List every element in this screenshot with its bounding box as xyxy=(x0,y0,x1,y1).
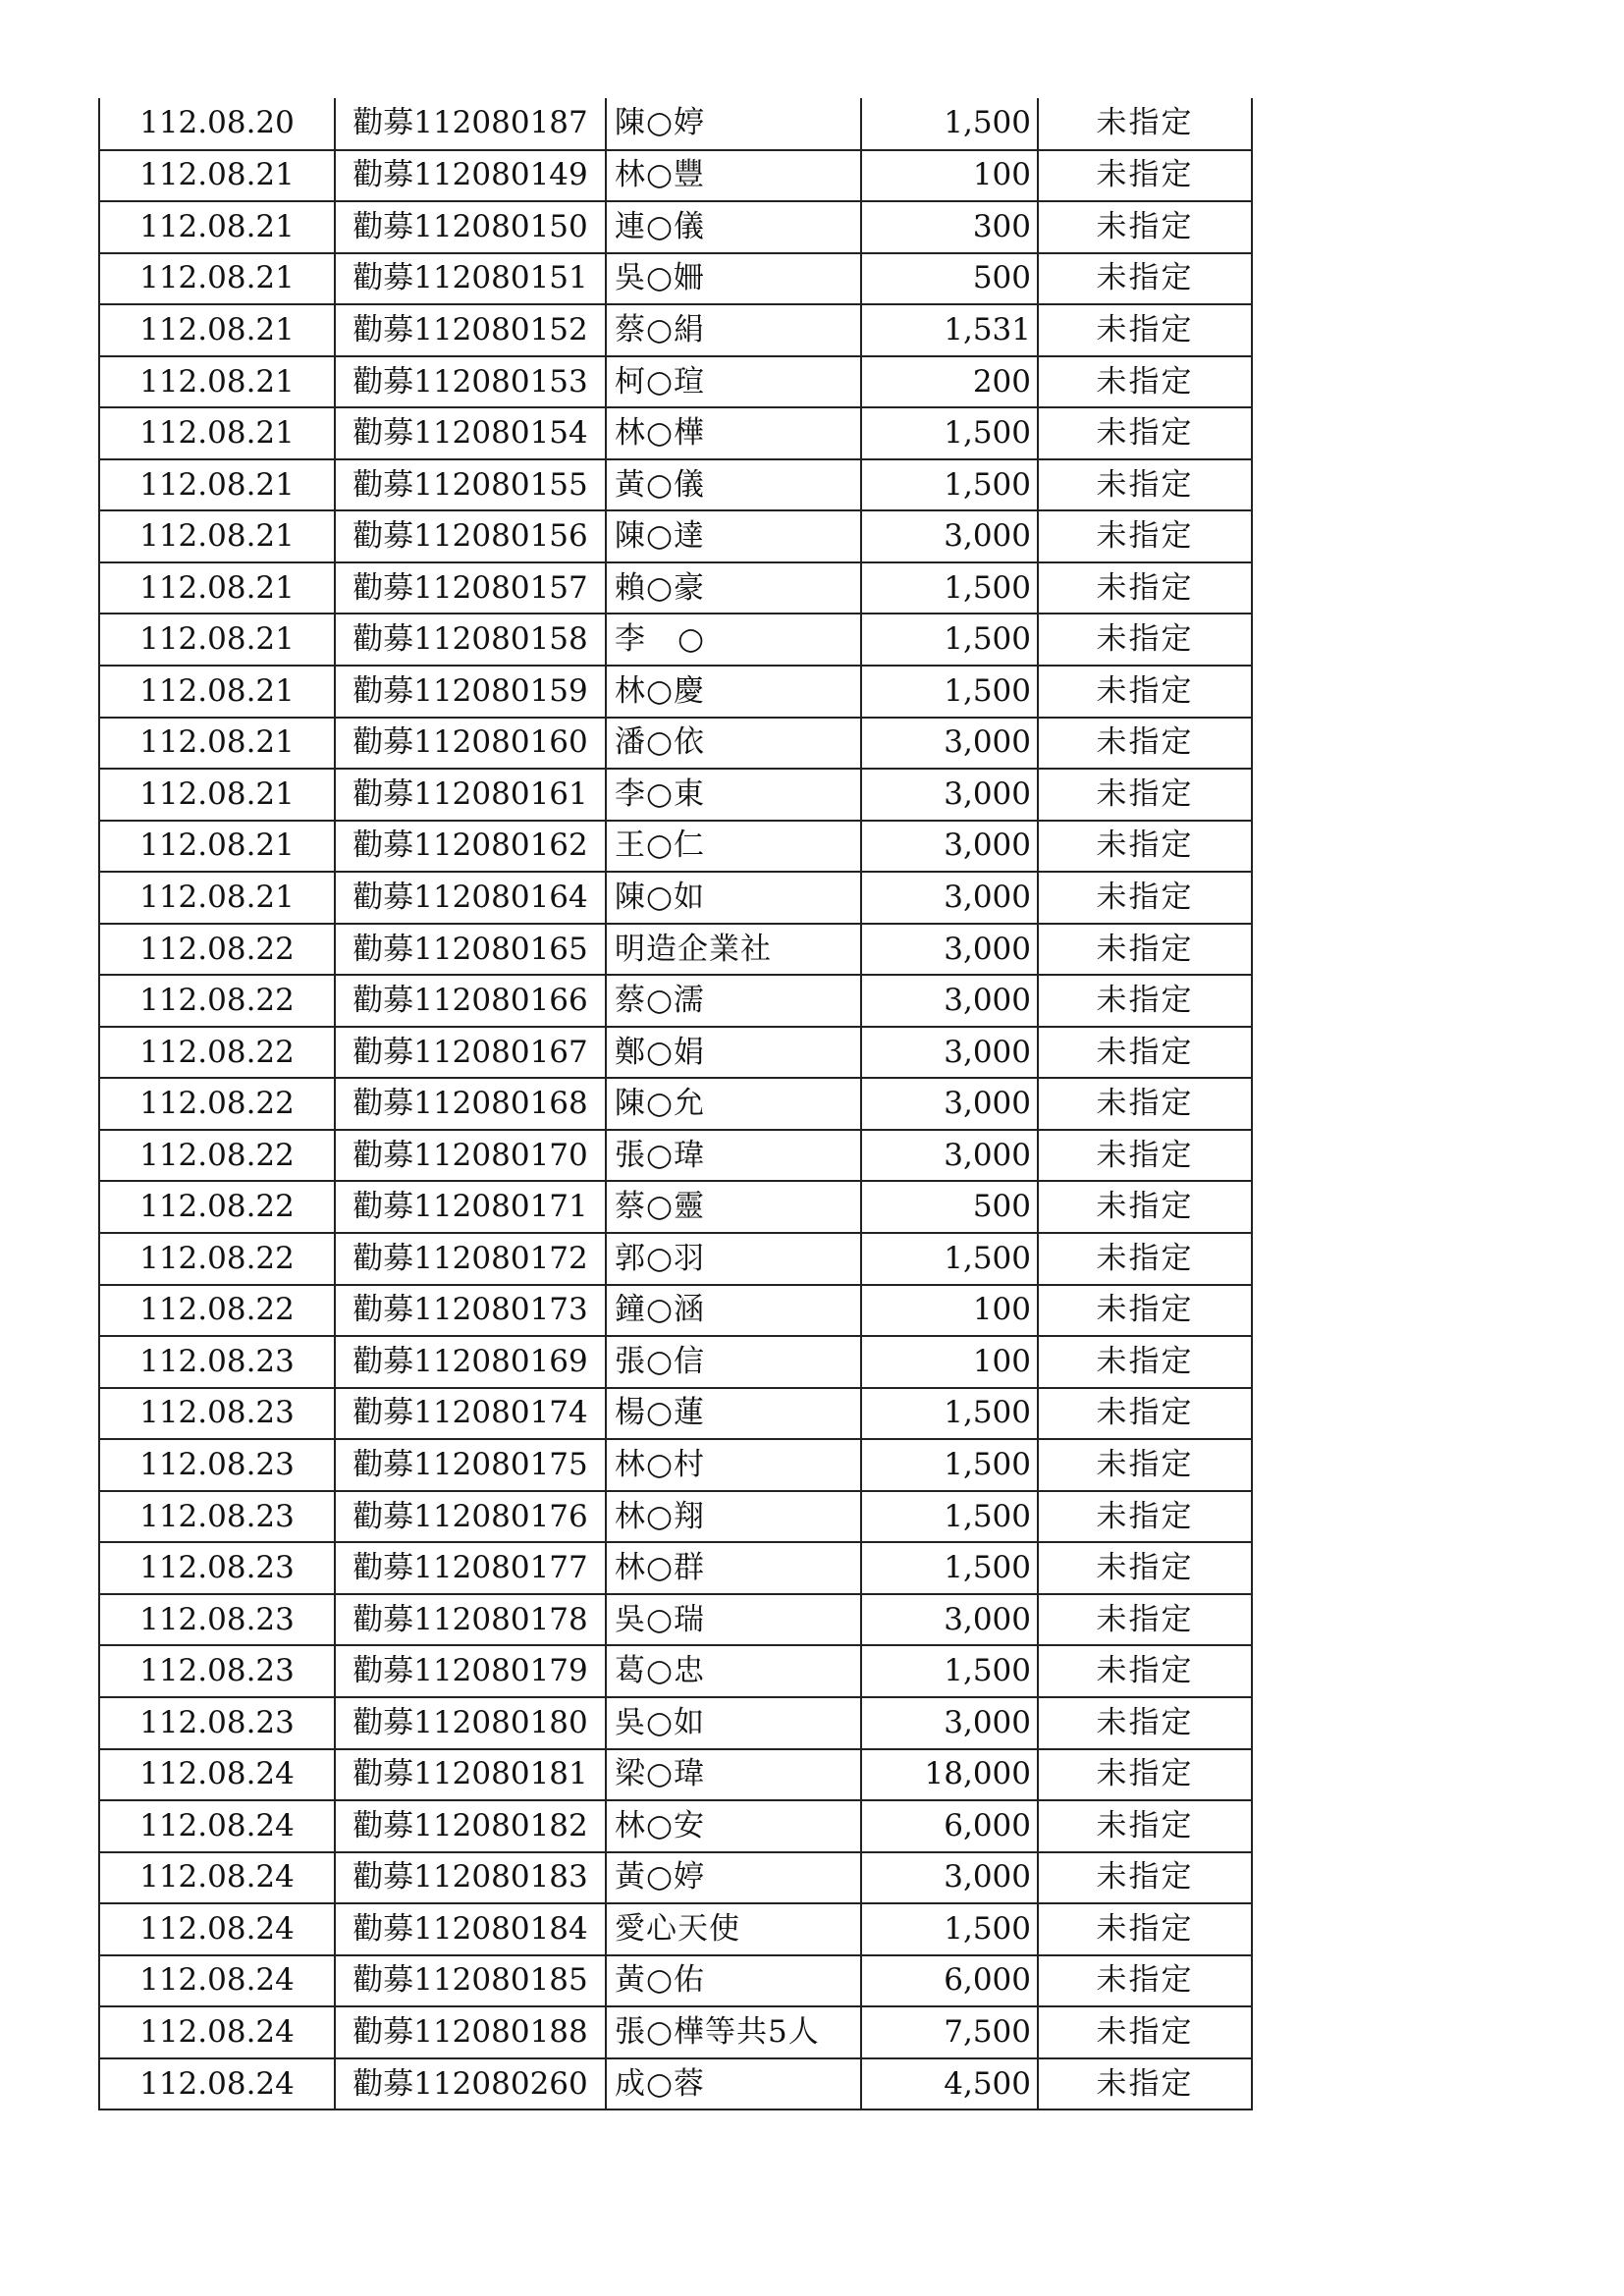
donation-date-cell: 112.08.21 xyxy=(99,614,335,666)
receipt-number-cell: 勸募112080180 xyxy=(335,1697,606,1749)
designation-cell: 未指定 xyxy=(1038,98,1252,150)
designation-cell: 未指定 xyxy=(1038,150,1252,202)
donation-amount-cell: 3,000 xyxy=(861,1852,1038,1904)
table-row xyxy=(99,1903,1252,1955)
table-row xyxy=(99,253,1252,305)
donation-amount-cell: 100 xyxy=(861,150,1038,202)
donation-amount-cell: 200 xyxy=(861,356,1038,408)
donation-amount-cell: 1,500 xyxy=(861,1491,1038,1543)
donation-amount-cell: 6,000 xyxy=(861,1800,1038,1852)
receipt-number-cell: 勸募112080178 xyxy=(335,1594,606,1646)
donation-date-cell: 112.08.21 xyxy=(99,150,335,202)
donation-amount-cell: 300 xyxy=(861,201,1038,253)
donation-amount-cell: 1,500 xyxy=(861,98,1038,150)
donation-amount-cell: 3,000 xyxy=(861,975,1038,1027)
designation-cell: 未指定 xyxy=(1038,1955,1252,2007)
designation-cell: 未指定 xyxy=(1038,924,1252,976)
donation-amount-cell: 1,500 xyxy=(861,666,1038,718)
donor-name-cell: 林○群 xyxy=(606,1542,861,1594)
donor-name-cell: 梁○瑋 xyxy=(606,1749,861,1801)
donation-date-cell: 112.08.21 xyxy=(99,459,335,511)
donor-name-cell: 賴○豪 xyxy=(606,562,861,614)
table-row xyxy=(99,459,1252,511)
receipt-number-cell: 勸募112080188 xyxy=(335,2006,606,2058)
designation-cell: 未指定 xyxy=(1038,304,1252,356)
donor-name-cell: 林○翔 xyxy=(606,1491,861,1543)
donation-date-cell: 112.08.21 xyxy=(99,718,335,770)
donation-amount-cell: 1,500 xyxy=(861,459,1038,511)
designation-cell: 未指定 xyxy=(1038,253,1252,305)
donor-name-cell: 蔡○絹 xyxy=(606,304,861,356)
receipt-number-cell: 勸募112080154 xyxy=(335,407,606,459)
donor-name-cell: 明造企業社 xyxy=(606,924,861,976)
donation-date-cell: 112.08.21 xyxy=(99,356,335,408)
donation-date-cell: 112.08.21 xyxy=(99,407,335,459)
table-row xyxy=(99,1336,1252,1388)
donor-name-cell: 蔡○濡 xyxy=(606,975,861,1027)
donation-amount-cell: 1,500 xyxy=(861,1233,1038,1285)
donor-name-cell: 楊○蓮 xyxy=(606,1388,861,1440)
donation-amount-cell: 1,500 xyxy=(861,1439,1038,1491)
receipt-number-cell: 勸募112080156 xyxy=(335,510,606,562)
designation-cell: 未指定 xyxy=(1038,1697,1252,1749)
table-row xyxy=(99,1594,1252,1646)
donation-date-cell: 112.08.23 xyxy=(99,1542,335,1594)
table-row xyxy=(99,304,1252,356)
donation-date-cell: 112.08.20 xyxy=(99,98,335,150)
designation-cell: 未指定 xyxy=(1038,975,1252,1027)
donation-date-cell: 112.08.21 xyxy=(99,253,335,305)
donation-amount-cell: 4,500 xyxy=(861,2058,1038,2110)
table-row xyxy=(99,2058,1252,2110)
designation-cell: 未指定 xyxy=(1038,718,1252,770)
donation-date-cell: 112.08.24 xyxy=(99,1749,335,1801)
donor-name-cell: 葛○忠 xyxy=(606,1645,861,1697)
table-row xyxy=(99,1439,1252,1491)
receipt-number-cell: 勸募112080175 xyxy=(335,1439,606,1491)
donation-date-cell: 112.08.22 xyxy=(99,1130,335,1182)
donation-amount-cell: 6,000 xyxy=(861,1955,1038,2007)
donation-amount-cell: 3,000 xyxy=(861,821,1038,873)
donation-date-cell: 112.08.22 xyxy=(99,975,335,1027)
designation-cell: 未指定 xyxy=(1038,872,1252,924)
receipt-number-cell: 勸募112080181 xyxy=(335,1749,606,1801)
donation-date-cell: 112.08.23 xyxy=(99,1491,335,1543)
donation-date-cell: 112.08.24 xyxy=(99,2006,335,2058)
donor-name-cell: 郭○羽 xyxy=(606,1233,861,1285)
donation-date-cell: 112.08.24 xyxy=(99,1800,335,1852)
donor-name-cell: 張○信 xyxy=(606,1336,861,1388)
donation-amount-cell: 3,000 xyxy=(861,872,1038,924)
receipt-number-cell: 勸募112080164 xyxy=(335,872,606,924)
donor-name-cell: 陳○允 xyxy=(606,1078,861,1130)
receipt-number-cell: 勸募112080155 xyxy=(335,459,606,511)
receipt-number-cell: 勸募112080170 xyxy=(335,1130,606,1182)
designation-cell: 未指定 xyxy=(1038,1181,1252,1233)
designation-cell: 未指定 xyxy=(1038,1852,1252,1904)
donor-name-cell: 林○樺 xyxy=(606,407,861,459)
table-row xyxy=(99,98,1252,150)
donor-name-cell: 蔡○靈 xyxy=(606,1181,861,1233)
receipt-number-cell: 勸募112080176 xyxy=(335,1491,606,1543)
designation-cell: 未指定 xyxy=(1038,1594,1252,1646)
receipt-number-cell: 勸募112080166 xyxy=(335,975,606,1027)
donation-amount-cell: 1,500 xyxy=(861,1645,1038,1697)
donation-amount-cell: 3,000 xyxy=(861,718,1038,770)
donation-date-cell: 112.08.23 xyxy=(99,1594,335,1646)
table-row xyxy=(99,407,1252,459)
receipt-number-cell: 勸募112080187 xyxy=(335,98,606,150)
receipt-number-cell: 勸募112080150 xyxy=(335,201,606,253)
receipt-number-cell: 勸募112080160 xyxy=(335,718,606,770)
receipt-number-cell: 勸募112080169 xyxy=(335,1336,606,1388)
designation-cell: 未指定 xyxy=(1038,2058,1252,2110)
table-row xyxy=(99,2006,1252,2058)
donation-date-cell: 112.08.21 xyxy=(99,201,335,253)
designation-cell: 未指定 xyxy=(1038,1285,1252,1337)
receipt-number-cell: 勸募112080157 xyxy=(335,562,606,614)
table-row xyxy=(99,1697,1252,1749)
donor-name-cell: 黃○佑 xyxy=(606,1955,861,2007)
donation-records-table xyxy=(98,98,1253,2110)
receipt-number-cell: 勸募112080165 xyxy=(335,924,606,976)
designation-cell: 未指定 xyxy=(1038,1749,1252,1801)
receipt-number-cell: 勸募112080174 xyxy=(335,1388,606,1440)
donation-date-cell: 112.08.23 xyxy=(99,1645,335,1697)
donation-amount-cell: 3,000 xyxy=(861,1130,1038,1182)
donor-name-cell: 陳○婷 xyxy=(606,98,861,150)
donation-date-cell: 112.08.21 xyxy=(99,510,335,562)
table-row xyxy=(99,1388,1252,1440)
donation-date-cell: 112.08.24 xyxy=(99,2058,335,2110)
donor-name-cell: 李○東 xyxy=(606,769,861,821)
designation-cell: 未指定 xyxy=(1038,407,1252,459)
donation-amount-cell: 7,500 xyxy=(861,2006,1038,2058)
designation-cell: 未指定 xyxy=(1038,562,1252,614)
receipt-number-cell: 勸募112080158 xyxy=(335,614,606,666)
table-row xyxy=(99,1027,1252,1079)
table-row xyxy=(99,1130,1252,1182)
designation-cell: 未指定 xyxy=(1038,769,1252,821)
receipt-number-cell: 勸募112080177 xyxy=(335,1542,606,1594)
receipt-number-cell: 勸募112080161 xyxy=(335,769,606,821)
table-row xyxy=(99,1645,1252,1697)
donation-date-cell: 112.08.23 xyxy=(99,1388,335,1440)
donation-date-cell: 112.08.22 xyxy=(99,1233,335,1285)
donation-date-cell: 112.08.22 xyxy=(99,1285,335,1337)
donation-date-cell: 112.08.24 xyxy=(99,1903,335,1955)
donation-amount-cell: 18,000 xyxy=(861,1749,1038,1801)
receipt-number-cell: 勸募112080168 xyxy=(335,1078,606,1130)
table-row xyxy=(99,1800,1252,1852)
donation-amount-cell: 1,500 xyxy=(861,1388,1038,1440)
donation-amount-cell: 1,500 xyxy=(861,407,1038,459)
receipt-number-cell: 勸募112080172 xyxy=(335,1233,606,1285)
table-row xyxy=(99,1542,1252,1594)
donor-name-cell: 吳○瑞 xyxy=(606,1594,861,1646)
designation-cell: 未指定 xyxy=(1038,1800,1252,1852)
donation-date-cell: 112.08.23 xyxy=(99,1336,335,1388)
donor-name-cell: 潘○依 xyxy=(606,718,861,770)
designation-cell: 未指定 xyxy=(1038,510,1252,562)
designation-cell: 未指定 xyxy=(1038,1491,1252,1543)
table-row xyxy=(99,562,1252,614)
table-row xyxy=(99,769,1252,821)
donor-name-cell: 陳○達 xyxy=(606,510,861,562)
table-row xyxy=(99,975,1252,1027)
table-row xyxy=(99,356,1252,408)
donation-amount-cell: 1,500 xyxy=(861,562,1038,614)
designation-cell: 未指定 xyxy=(1038,666,1252,718)
donor-name-cell: 張○樺等共5人 xyxy=(606,2006,861,2058)
designation-cell: 未指定 xyxy=(1038,1078,1252,1130)
receipt-number-cell: 勸募112080167 xyxy=(335,1027,606,1079)
receipt-number-cell: 勸募112080185 xyxy=(335,1955,606,2007)
table-row xyxy=(99,1233,1252,1285)
donation-amount-cell: 100 xyxy=(861,1336,1038,1388)
donation-amount-cell: 1,500 xyxy=(861,1542,1038,1594)
receipt-number-cell: 勸募112080183 xyxy=(335,1852,606,1904)
donation-date-cell: 112.08.22 xyxy=(99,1027,335,1079)
donor-name-cell: 黃○儀 xyxy=(606,459,861,511)
donation-amount-cell: 3,000 xyxy=(861,1027,1038,1079)
donor-name-cell: 林○慶 xyxy=(606,666,861,718)
table-row xyxy=(99,150,1252,202)
donor-name-cell: 吳○如 xyxy=(606,1697,861,1749)
donation-amount-cell: 3,000 xyxy=(861,1078,1038,1130)
receipt-number-cell: 勸募112080171 xyxy=(335,1181,606,1233)
table-row xyxy=(99,821,1252,873)
designation-cell: 未指定 xyxy=(1038,1233,1252,1285)
designation-cell: 未指定 xyxy=(1038,1027,1252,1079)
designation-cell: 未指定 xyxy=(1038,2006,1252,2058)
donor-name-cell: 林○豐 xyxy=(606,150,861,202)
receipt-number-cell: 勸募112080173 xyxy=(335,1285,606,1337)
designation-cell: 未指定 xyxy=(1038,1388,1252,1440)
donation-date-cell: 112.08.22 xyxy=(99,924,335,976)
donation-date-cell: 112.08.22 xyxy=(99,1078,335,1130)
receipt-number-cell: 勸募112080260 xyxy=(335,2058,606,2110)
table-row xyxy=(99,510,1252,562)
donation-amount-cell: 1,531 xyxy=(861,304,1038,356)
designation-cell: 未指定 xyxy=(1038,1903,1252,1955)
donor-name-cell: 連○儀 xyxy=(606,201,861,253)
table-row xyxy=(99,1181,1252,1233)
receipt-number-cell: 勸募112080184 xyxy=(335,1903,606,1955)
donation-date-cell: 112.08.21 xyxy=(99,872,335,924)
receipt-number-cell: 勸募112080162 xyxy=(335,821,606,873)
donation-date-cell: 112.08.22 xyxy=(99,1181,335,1233)
designation-cell: 未指定 xyxy=(1038,201,1252,253)
donor-name-cell: 愛心天使 xyxy=(606,1903,861,1955)
donation-date-cell: 112.08.21 xyxy=(99,562,335,614)
table-row xyxy=(99,872,1252,924)
table-row xyxy=(99,1852,1252,1904)
designation-cell: 未指定 xyxy=(1038,614,1252,666)
donor-name-cell: 吳○姍 xyxy=(606,253,861,305)
donation-amount-cell: 3,000 xyxy=(861,924,1038,976)
designation-cell: 未指定 xyxy=(1038,459,1252,511)
donor-name-cell: 黃○婷 xyxy=(606,1852,861,1904)
donation-date-cell: 112.08.24 xyxy=(99,1955,335,2007)
receipt-number-cell: 勸募112080149 xyxy=(335,150,606,202)
table-row xyxy=(99,201,1252,253)
table-row xyxy=(99,666,1252,718)
donation-amount-cell: 1,500 xyxy=(861,1903,1038,1955)
donor-name-cell: 王○仁 xyxy=(606,821,861,873)
table-row xyxy=(99,1285,1252,1337)
donor-name-cell: 張○瑋 xyxy=(606,1130,861,1182)
designation-cell: 未指定 xyxy=(1038,356,1252,408)
donation-date-cell: 112.08.21 xyxy=(99,769,335,821)
receipt-number-cell: 勸募112080182 xyxy=(335,1800,606,1852)
donor-name-cell: 鄭○娟 xyxy=(606,1027,861,1079)
donation-amount-cell: 500 xyxy=(861,1181,1038,1233)
donation-amount-cell: 1,500 xyxy=(861,614,1038,666)
donation-amount-cell: 500 xyxy=(861,253,1038,305)
designation-cell: 未指定 xyxy=(1038,1542,1252,1594)
donor-name-cell: 李 ○ xyxy=(606,614,861,666)
designation-cell: 未指定 xyxy=(1038,1439,1252,1491)
donor-name-cell: 林○安 xyxy=(606,1800,861,1852)
donation-date-cell: 112.08.21 xyxy=(99,304,335,356)
donation-amount-cell: 3,000 xyxy=(861,510,1038,562)
table-row xyxy=(99,1078,1252,1130)
donation-amount-cell: 3,000 xyxy=(861,1594,1038,1646)
table-row xyxy=(99,1491,1252,1543)
receipt-number-cell: 勸募112080152 xyxy=(335,304,606,356)
donation-amount-cell: 3,000 xyxy=(861,1697,1038,1749)
donation-date-cell: 112.08.24 xyxy=(99,1852,335,1904)
table-row xyxy=(99,1749,1252,1801)
table-row xyxy=(99,614,1252,666)
table-row xyxy=(99,924,1252,976)
donation-date-cell: 112.08.23 xyxy=(99,1697,335,1749)
table-row xyxy=(99,718,1252,770)
table-row xyxy=(99,1955,1252,2007)
donation-date-cell: 112.08.23 xyxy=(99,1439,335,1491)
designation-cell: 未指定 xyxy=(1038,1645,1252,1697)
designation-cell: 未指定 xyxy=(1038,821,1252,873)
receipt-number-cell: 勸募112080151 xyxy=(335,253,606,305)
donation-amount-cell: 3,000 xyxy=(861,769,1038,821)
donor-name-cell: 柯○瑄 xyxy=(606,356,861,408)
receipt-number-cell: 勸募112080153 xyxy=(335,356,606,408)
designation-cell: 未指定 xyxy=(1038,1130,1252,1182)
receipt-number-cell: 勸募112080179 xyxy=(335,1645,606,1697)
designation-cell: 未指定 xyxy=(1038,1336,1252,1388)
receipt-number-cell: 勸募112080159 xyxy=(335,666,606,718)
donor-name-cell: 成○蓉 xyxy=(606,2058,861,2110)
donation-records-body xyxy=(99,98,1252,2109)
donor-name-cell: 鐘○涵 xyxy=(606,1285,861,1337)
donation-amount-cell: 100 xyxy=(861,1285,1038,1337)
donor-name-cell: 林○村 xyxy=(606,1439,861,1491)
donation-date-cell: 112.08.21 xyxy=(99,821,335,873)
donor-name-cell: 陳○如 xyxy=(606,872,861,924)
donation-date-cell: 112.08.21 xyxy=(99,666,335,718)
